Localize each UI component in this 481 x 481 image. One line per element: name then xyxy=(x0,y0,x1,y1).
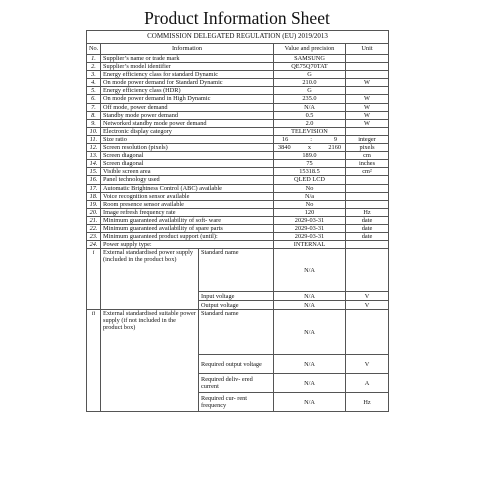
table-row xyxy=(87,192,389,200)
row-number: 7. xyxy=(87,103,101,111)
row-number: 16. xyxy=(87,176,101,184)
supply-ii-req-frequency-label: Required cur- rent frequency xyxy=(199,393,274,412)
supply-ii-number: ii xyxy=(87,310,101,412)
row-value: 75 xyxy=(274,160,346,168)
row-value-sep: x xyxy=(307,144,312,152)
row-information: Power supply type: xyxy=(101,241,274,249)
row-information: Room presence sensor available xyxy=(101,200,274,208)
row-unit: W xyxy=(346,111,389,119)
row-value xyxy=(274,144,346,152)
row-information: Energy efficiency class for standard Dynamic xyxy=(101,71,274,79)
table-row xyxy=(87,95,389,103)
row-number: 14. xyxy=(87,160,101,168)
table-row xyxy=(87,135,389,143)
supply-ii-standard-name-unit xyxy=(346,310,389,355)
table-row xyxy=(87,241,389,249)
row-number: 4. xyxy=(87,79,101,87)
row-information: Screen diagonal xyxy=(101,160,274,168)
table-row xyxy=(87,216,389,224)
supply-i-standard-name-unit xyxy=(346,249,389,292)
row-information: On mode power demand for Standard Dynamic xyxy=(101,79,274,87)
supply-ii-req-frequency-unit: Hz xyxy=(346,393,389,412)
row-number: 10. xyxy=(87,127,101,135)
row-value xyxy=(274,135,346,143)
row-information: Off mode, power demand xyxy=(101,103,274,111)
sheet-title: Product Information Sheet xyxy=(144,8,330,28)
table-row xyxy=(87,160,389,168)
row-unit xyxy=(346,200,389,208)
row-value: 120 xyxy=(274,208,346,216)
row-unit: pixels xyxy=(346,144,389,152)
row-information: On mode power demand in High Dynamic xyxy=(101,95,274,103)
row-value: 210.0 xyxy=(274,79,346,87)
column-header-value: Value and precision xyxy=(274,44,346,55)
table-row xyxy=(87,103,389,111)
row-number: 15. xyxy=(87,168,101,176)
row-value: 189.0 xyxy=(274,152,346,160)
row-information: Automatic Brightness Control (ABC) available xyxy=(101,184,274,192)
supply-ii-req-current-value: N/A xyxy=(274,374,346,393)
row-information: Visible screen area xyxy=(101,168,274,176)
row-value: QLED LCD xyxy=(274,176,346,184)
supply-ii-req-output-voltage-label: Required output voltage xyxy=(199,355,274,374)
table-row xyxy=(87,119,389,127)
row-value: QE75Q70TAT xyxy=(274,63,346,71)
row-information: Minimum guaranteed product support (until): xyxy=(101,233,274,241)
supply-ii-standard-name-label: Standard name xyxy=(199,310,274,355)
row-value: TELEVISION xyxy=(274,127,346,135)
row-value: SAMSUNG xyxy=(274,55,346,63)
row-unit: W xyxy=(346,119,389,127)
table-row xyxy=(87,224,389,232)
row-information: Minimum guaranteed availability of spare parts xyxy=(101,224,274,232)
row-value: 235.0 xyxy=(274,95,346,103)
supply-ii-req-current-label: Required deliv- ered current xyxy=(199,374,274,393)
row-unit: cm xyxy=(346,152,389,160)
row-information: Image refresh frequency rate xyxy=(101,208,274,216)
row-number: 22. xyxy=(87,224,101,232)
supply-i-input-voltage-unit: V xyxy=(346,292,389,301)
product-info-table xyxy=(86,30,389,412)
row-unit xyxy=(346,184,389,192)
row-number: 5. xyxy=(87,87,101,95)
row-value-value-b: 9 xyxy=(333,135,337,143)
row-value: 2.0 xyxy=(274,119,346,127)
supply-i-output-voltage-unit: V xyxy=(346,301,389,310)
row-information: Screen resolution (pixels) xyxy=(101,144,274,152)
table-row xyxy=(87,144,389,152)
table-row xyxy=(87,152,389,160)
supply-i-description: External standardised power supply (included in the product box) xyxy=(101,249,199,310)
row-value: No xyxy=(274,184,346,192)
row-unit xyxy=(346,55,389,63)
row-information: Size ratio xyxy=(101,135,274,143)
row-number: 21. xyxy=(87,216,101,224)
row-value: 2029-03-31 xyxy=(274,233,346,241)
column-header-unit: Unit xyxy=(346,44,389,55)
row-number: 12. xyxy=(87,144,101,152)
row-number: 13. xyxy=(87,152,101,160)
row-value: G xyxy=(274,71,346,79)
row-value-value-a: 3840 xyxy=(278,144,291,152)
table-row xyxy=(87,200,389,208)
row-number: 8. xyxy=(87,111,101,119)
row-value: G xyxy=(274,87,346,95)
row-unit xyxy=(346,71,389,79)
row-value: 2029-03-31 xyxy=(274,216,346,224)
row-number: 1. xyxy=(87,55,101,63)
column-header-information: Information xyxy=(101,44,274,55)
row-value: INTERNAL xyxy=(274,241,346,249)
row-number: 20. xyxy=(87,208,101,216)
row-unit xyxy=(346,63,389,71)
row-unit xyxy=(346,87,389,95)
row-number: 18. xyxy=(87,192,101,200)
row-information: Standby mode power demand xyxy=(101,111,274,119)
row-value: N/a xyxy=(274,192,346,200)
row-unit: W xyxy=(346,95,389,103)
row-value-value-a: 16 xyxy=(282,135,289,143)
table-row xyxy=(87,184,389,192)
table-row xyxy=(87,168,389,176)
product-information-sheet xyxy=(86,6,388,412)
supply-i-input-voltage-label: Input voltage xyxy=(199,292,274,301)
row-value-value-b: 2160 xyxy=(328,144,341,152)
row-information: Networked standby mode power demand xyxy=(101,119,274,127)
row-information: Supplier’s name or trade mark xyxy=(101,55,274,63)
supply-i-standard-name-label: Standard name xyxy=(199,249,274,292)
row-unit xyxy=(346,192,389,200)
row-value: 0.5 xyxy=(274,111,346,119)
supply-i-number: i xyxy=(87,249,101,310)
row-number: 3. xyxy=(87,71,101,79)
row-unit: date xyxy=(346,224,389,232)
row-unit: integer xyxy=(346,135,389,143)
row-number: 6. xyxy=(87,95,101,103)
row-value: N/A xyxy=(274,103,346,111)
row-unit: Hz xyxy=(346,208,389,216)
regulation-header: COMMISSION DELEGATED REGULATION (EU) 2019/2013 xyxy=(87,31,389,44)
supply-ii-req-output-voltage-unit: V xyxy=(346,355,389,374)
row-number: 19. xyxy=(87,200,101,208)
supply-ii-standard-name-value: N/A xyxy=(274,310,346,355)
row-unit: date xyxy=(346,233,389,241)
table-row xyxy=(87,71,389,79)
table-row xyxy=(87,55,389,63)
supply-ii-req-frequency-value: N/A xyxy=(274,393,346,412)
table-row xyxy=(87,111,389,119)
row-unit xyxy=(346,241,389,249)
supply-i-standard-name-value: N/A xyxy=(274,249,346,292)
table-row xyxy=(87,127,389,135)
supply-i-output-voltage-label: Output voltage xyxy=(199,301,274,310)
row-unit xyxy=(346,176,389,184)
row-unit: W xyxy=(346,79,389,87)
row-number: 23. xyxy=(87,233,101,241)
row-number: 24. xyxy=(87,241,101,249)
table-row xyxy=(87,233,389,241)
table-row xyxy=(87,87,389,95)
row-number: 17. xyxy=(87,184,101,192)
supply-ii-req-output-voltage-value: N/A xyxy=(274,355,346,374)
row-information: Screen diagonal xyxy=(101,152,274,160)
row-number: 2. xyxy=(87,63,101,71)
row-value: 15318.5 xyxy=(274,168,346,176)
row-unit: cm² xyxy=(346,168,389,176)
supply-i-input-voltage-value: N/A xyxy=(274,292,346,301)
row-unit xyxy=(346,127,389,135)
row-unit: W xyxy=(346,103,389,111)
supply-i-output-voltage-value: N/A xyxy=(274,301,346,310)
column-header-no: No. xyxy=(87,44,101,55)
supply-ii-req-current-unit: A xyxy=(346,374,389,393)
row-number: 9. xyxy=(87,119,101,127)
table-row xyxy=(87,208,389,216)
row-information: Panel technology used xyxy=(101,176,274,184)
row-value: 2029-03-31 xyxy=(274,224,346,232)
table-row xyxy=(87,176,389,184)
row-information: Minimum guaranteed availability of soft- ware xyxy=(101,216,274,224)
table-row xyxy=(87,63,389,71)
row-information: Energy efficiency class (HDR) xyxy=(101,87,274,95)
row-value-sep: : xyxy=(310,135,312,143)
row-information: Voice recognition sensor available xyxy=(101,192,274,200)
row-information: Electronic display category xyxy=(101,127,274,135)
table-row xyxy=(87,79,389,87)
row-unit: date xyxy=(346,216,389,224)
row-unit: inches xyxy=(346,160,389,168)
supply-ii-description: External standardised suitable power supply (if not included in the product box) xyxy=(101,310,199,412)
row-value: No xyxy=(274,200,346,208)
row-information: Supplier’s model identifier xyxy=(101,63,274,71)
row-number: 11. xyxy=(87,135,101,143)
